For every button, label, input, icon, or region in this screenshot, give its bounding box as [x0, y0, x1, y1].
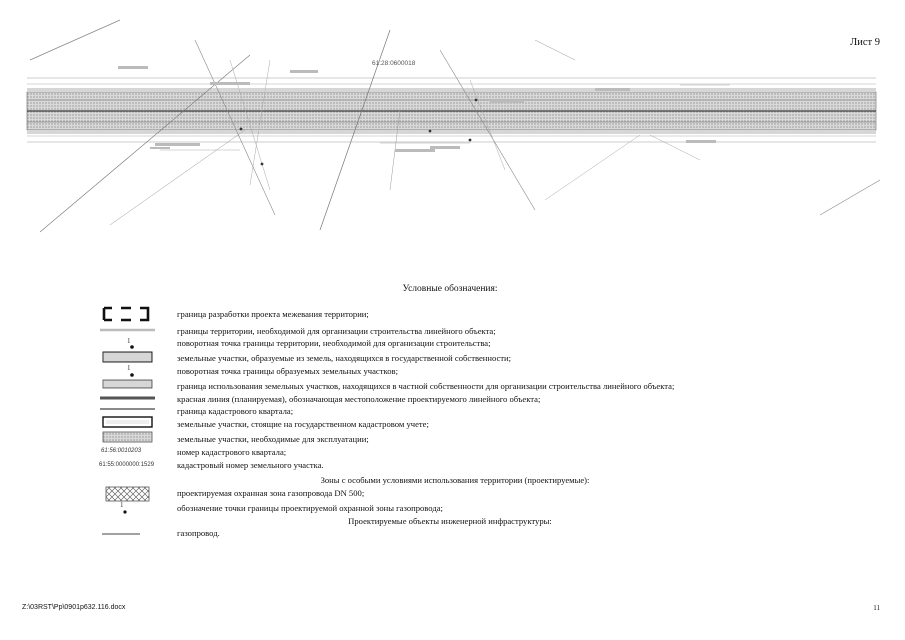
zone-item-2-text: обозначение точки границы проектируемой охранной зоны газопровода; [177, 503, 443, 513]
legend-item-4-text: земельные участки, образуемые из земель, находящихся в государственной собственности; [177, 353, 512, 363]
infra-item-1-text: газопровод. [177, 528, 220, 538]
legend-item-11-text: номер кадастрового квартала; [177, 447, 287, 457]
cadastral-number-sample: 61:55:0000000:1529 [99, 462, 155, 468]
footer-page-number: 11 [873, 604, 880, 612]
infra-heading: Проектируемые объекты инженерной инфраструктуры: [348, 516, 552, 526]
gas-pipeline-symbol [100, 530, 155, 538]
zone-point-number: 1 [120, 501, 124, 509]
zone-item-1-text: проектируемая охранная зона газопровода DN 500; [177, 488, 365, 498]
project-boundary-symbol [100, 305, 155, 323]
zone-point-symbol [100, 508, 155, 516]
legend-title: Условные обозначения: [402, 284, 498, 294]
quarter-number-sample: 61:56:0010203 [101, 448, 142, 454]
legend-item-10-text: земельные участки, необходимые для эксплуатации; [177, 434, 369, 444]
legend-item-9-text: земельные участки, стоящие на государственном кадастровом учете; [177, 419, 429, 429]
legend-item-2-text: границы территории, необходимой для организации строительства линейного объекта; [177, 326, 496, 336]
cadastral-map [0, 0, 905, 260]
legend-item-8-text: граница кадастрового квартала; [177, 406, 294, 416]
registered-parcel-symbol [100, 415, 155, 429]
legend-item-5-text: поворотная точка границы образуемых земельных участков; [177, 366, 398, 376]
sheet-label: Лист 9 [850, 37, 880, 48]
legend-item-7-text: красная линия (планируемая), обозначающая местоположение проектируемого линейного объекта; [177, 394, 541, 404]
exploitation-parcel-symbol [100, 430, 155, 444]
private-land-usage-symbol [100, 378, 155, 390]
parcel-turn-point-number: 1 [127, 364, 131, 372]
map-quarter-label: 61:28:0600018 [372, 60, 416, 67]
zones-heading: Зоны с особыми условиями использования территории (проектируемые): [320, 475, 590, 485]
legend-item-6-text: граница использования земельных участков, находящихся в частной собственности для организации строительства линейного объекта; [177, 381, 675, 391]
legend-item-3-text: поворотная точка границы территории, необходимой для организации строительства; [177, 338, 491, 348]
red-line-symbol [100, 394, 155, 402]
turn-point-number: 1 [127, 337, 131, 345]
legend-item-1-text: граница разработки проекта межевания территории; [177, 309, 369, 319]
gas-protection-zone-symbol [100, 485, 155, 503]
construction-territory-symbol [100, 326, 155, 334]
legend-item-12-text: кадастровый номер земельного участка. [177, 460, 324, 470]
footer-file-path: Z:\03RST\Pp\0901p632.116.docx [22, 604, 126, 611]
cadastral-quarter-boundary-symbol [100, 405, 155, 413]
state-land-parcel-symbol [100, 350, 155, 364]
